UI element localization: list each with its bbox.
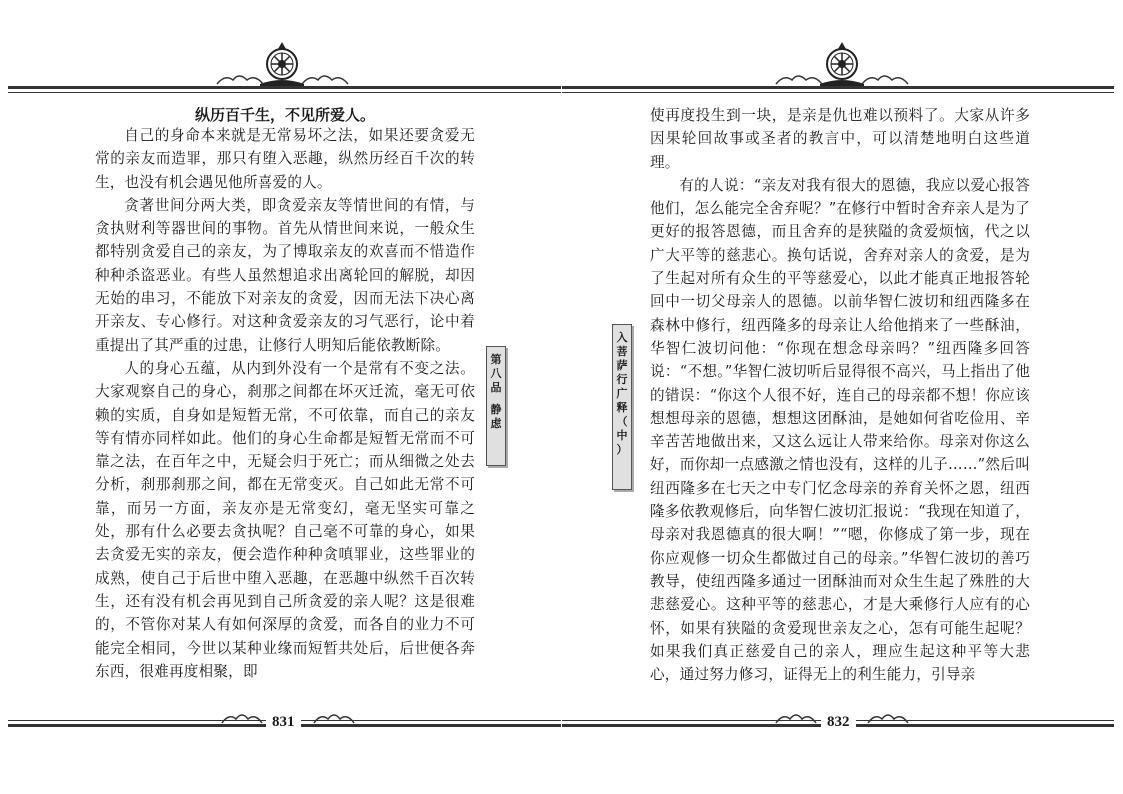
cloud-scroll-icon xyxy=(774,711,818,727)
side-tab-char: 入 xyxy=(616,331,628,344)
side-tab-char: （ xyxy=(616,415,628,428)
body-paragraph: 使再度投生到一块，是亲是仇也难以预料了。大家从许多因果轮回故事或圣者的教言中，可以清楚地明白这些道理。 xyxy=(650,107,1030,171)
side-tab-char: 释 xyxy=(616,401,628,414)
verse-heading: 纵历百千生，不见所爱人。 xyxy=(194,106,375,124)
verse-paragraph: 自己的身命本来就是无常易坏之法，如果还要贪爱无常的亲友而造罪，那只有堕入恶趣，纵然历经百千次的转生，也没有机会遇见他所喜爱的人。 xyxy=(95,127,475,191)
left-page xyxy=(0,0,561,794)
side-tab-char: 菩 xyxy=(616,345,628,358)
chapter-side-tab xyxy=(486,346,506,466)
right-page xyxy=(562,0,1123,794)
body-paragraph: 人的身心五蕴，从内到外没有一个是常有不变之法。大家观察自己的身心，刹那之间都在坏灭迁流，毫无可依赖的实质，自身如是短暂无常，不可依靠，而自己的亲友等有情亦同样如此。他们的身心生命都是短暂无常而不可靠之法，在百年之中，无疑会归于死亡；而从细微之处去分析，刹那刹那之间，都在无常变灭。自己如此无常不可靠，而另一方面，亲友亦是无常变幻，毫无坚实可靠之处，那有什么必要去贪执呢？自己毫不可靠的身心，如果去贪爱无实的亲友，便会造作种种贪嗔罪业，这些罪业的成熟，使自己于后世中堕入恶趣，在恶趣中纵然千百次转生，还有没有机会再见到自己所贪爱的亲人呢？这是很难的，不管你对某人有如何深厚的贪爱，而各自的业力不可能完全相同，今世以某种业缘而短暂共处后，后世便各奔东西，很难再度相聚，即 xyxy=(95,359,475,680)
cloud-scroll-icon xyxy=(312,711,356,727)
side-tab-char: 八 xyxy=(490,367,502,380)
body-paragraph: 有的人说：“亲友对我有很大的恩德，我应以爱心报答他们，怎么能完全舍弃呢？”在修行中暂时舍弃亲人是为了更好的报答恩德，而且舍弃的是狭隘的贪爱烦恼，代之以广大平等的慈悲心。换句话说，舍弃对亲人的贪爱，是为了生起对所有众生的平等慈爱心，以此才能真正地报答轮回中一切父母亲人的恩德。以前华智仁波切和纽西隆多在森林中修行，纽西隆多的母亲让人给他捎来了一些酥油，华智仁波切问他：“你现在想念母亲吗？”纽西隆多回答说：“不想。”华智仁波切听后显得很不高兴，马上指出了他的错误：“你这个人很不好，连自己的母亲都不想！你应该想想母亲的恩德，想想这团酥油，是她如何省吃俭用、辛辛苦苦地做出来，又这么远让人带来给你。母亲对你这么好，而你却一点感激之情也没有，这样的儿子……”然后叫纽西隆多在七天之中专门忆念母亲的养育关怀之恩，纽西隆多依教观修后，向华智仁波切汇报说：“我现在知道了，母亲对我恩德真的很大啊！”“嗯，你修成了第一步，现在你应观修一切众生都做过自己的母亲。”华智仁波切的善巧教导，使纽西隆多通过一团酥油而对众生生起了殊胜的大悲慈爱心。这种平等的慈悲心，才是大乘修行人应有的心怀，如果有狭隘的贪爱现世亲友之心，怎有可能生起呢？如果我们真正慈爱自己的亲人，理应生起这种平等大悲心，通过努力修习，证得无上的利生能力，引导亲 xyxy=(650,176,1030,684)
side-tab-char: ） xyxy=(616,443,628,456)
body-paragraph: 贪著世间分两大类，即贪爱亲友等情世间的有情，与贪执财利等器世间的事物。首先从情世间来说，一般众生都特别贪爱自己的亲友，为了博取亲友的欢喜而不惜造作种种杀盗恶业。有些人虽然想追求出离轮回的解脱，却因无始的串习，不能放下对亲友的贪爱，因而无法下决心离开亲友、专心修行。对这种贪爱亲友的习气恶行，论中着重提出了其严重的过患，让修行人明知后能依教断除。 xyxy=(95,196,475,354)
page-number: 831 xyxy=(266,714,301,731)
side-tab-char: 行 xyxy=(616,373,628,386)
top-rule xyxy=(8,86,561,96)
side-tab-char: 第 xyxy=(490,353,502,366)
top-rule xyxy=(562,86,1114,96)
side-tab-char: 虑 xyxy=(490,417,502,430)
side-tab-char: 静 xyxy=(490,403,502,416)
cloud-scroll-icon xyxy=(866,711,910,727)
page-number: 832 xyxy=(821,714,856,731)
side-tab-char: 广 xyxy=(616,387,628,400)
left-body-text xyxy=(95,124,475,683)
cloud-scroll-icon xyxy=(220,711,264,727)
right-body-text xyxy=(650,104,1030,686)
book-side-tab xyxy=(612,324,632,490)
side-tab-char: 萨 xyxy=(616,359,628,372)
side-tab-char: 中 xyxy=(616,429,628,442)
side-tab-char: 品 xyxy=(490,381,502,394)
